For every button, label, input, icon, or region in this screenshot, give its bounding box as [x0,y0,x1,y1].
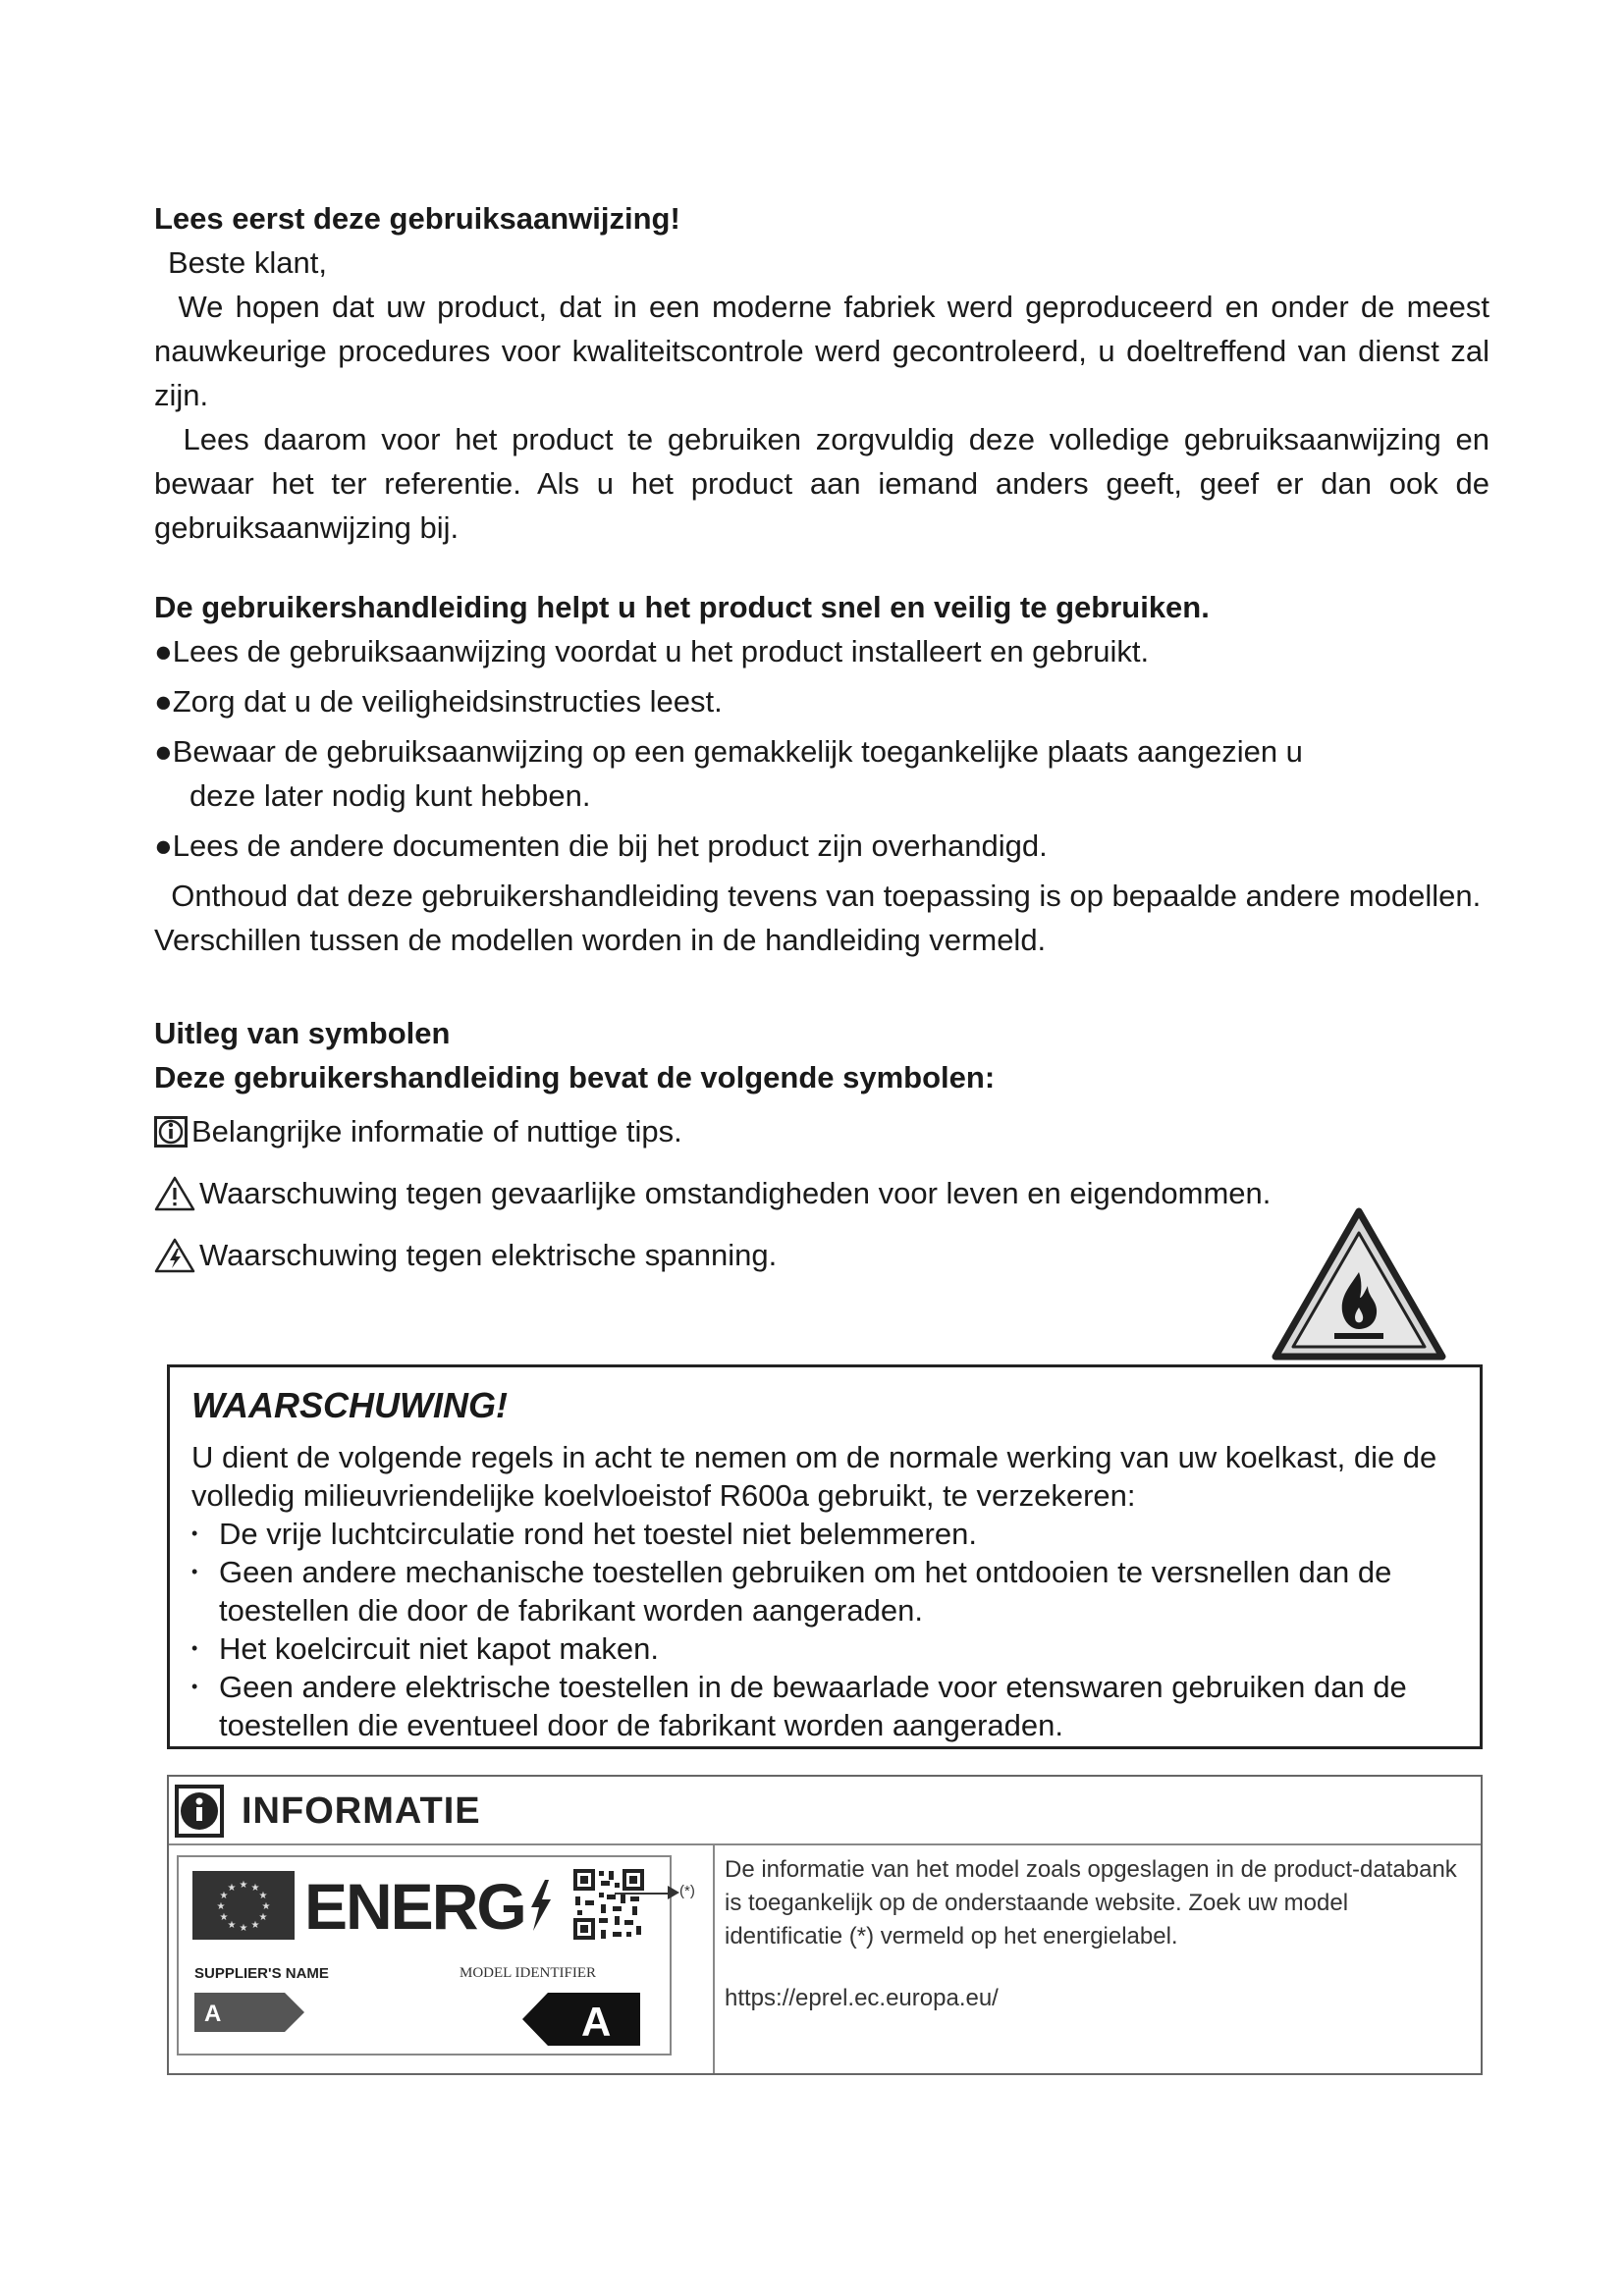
guide-bullet-text: Lees de andere documenten die bij het product zijn overhandigd. [172,828,1048,863]
warning-box [167,1364,1483,1749]
manual-page [154,196,1489,1295]
warning-list-item [191,1515,1456,1553]
intro-heading: Lees eerst deze gebruiksaanwijzing! [154,201,680,236]
guide-bullet-text: Zorg dat u de veiligheidsinstructies leest. [172,684,723,719]
svg-text:★: ★ [219,1912,229,1923]
energy-class-small: A [204,2001,222,2027]
eprel-link[interactable]: https://eprel.ec.europa.eu/ [725,1985,999,2011]
info-description: De informatie van het model zoals opgeslagen in de product-databank is toegankelijk op de onderstaande website. Zoek uw model identificatie (*) vermeld op het energielabel. [725,1856,1457,1949]
warning-list-item [191,1668,1456,1744]
info-header [175,1785,481,1838]
bullet-dot: ● [154,828,173,863]
intro-paragraph-2-text: Lees daarom voor het product te gebruiken zorgvuldig deze volledige gebruiksaanwijzing en bewaar het ter referentie. Als u het product aan iemand anders geeft, geef er dan ook de gebruiksaanwijzing bij. [154,422,1489,545]
energy-logo-text: ENERG [304,1870,525,1943]
symbols-subheading: Deze gebruikershandleiding bevat de volgende symbolen: [154,1060,996,1095]
energy-label [177,1855,672,2056]
info-icon [175,1785,224,1838]
model-identifier-label: MODEL IDENTIFIER [460,1965,597,1981]
energy-logo [304,1869,555,1944]
guide-note [154,874,1489,962]
warning-item-text: Het koelcircuit niet kapot maken. [219,1631,659,1666]
svg-text:★: ★ [227,1920,237,1931]
symbol-row-info [154,1109,1489,1153]
electric-warning-icon [154,1238,195,1273]
bullet-dot: • [191,1562,198,1581]
warning-triangle-icon [154,1176,195,1211]
salutation: Beste klant, [168,245,327,280]
warning-item-text: Geen andere mechanische toestellen gebruiken om het ontdooien te versnellen dan de toestellen die door de fabrikant worden aangeraden. [219,1555,1392,1628]
guide-bullet-text: Bewaar de gebruiksaanwijzing op een gemakkelijk toegankelijke plaats aangezien u [172,734,1303,769]
arrow-line [615,1893,674,1895]
svg-text:★: ★ [239,1923,248,1934]
eu-flag-icon [192,1871,295,1940]
svg-text:★: ★ [219,1891,229,1901]
guide-bullet-continuation: deze later nodig kunt hebben. [189,778,591,813]
svg-text:★: ★ [258,1891,268,1901]
energy-class-arrow-big [522,1993,640,2046]
svg-text:★: ★ [250,1920,260,1931]
guide-bullet [154,679,1489,723]
info-title: INFORMATIE [242,1789,481,1832]
supplier-name-label: SUPPLIER'S NAME [194,1965,329,1982]
symbols-heading: Uitleg van symbolen [154,1016,451,1050]
symbol-electric-text: Waarschuwing tegen elektrische spanning. [199,1238,778,1272]
guide-note-text: Onthoud dat deze gebruikershandleiding tevens van toepassing is op bepaalde andere modellen. Verschillen tussen de modellen worden in de handleiding vermeld. [154,879,1482,957]
svg-text:★: ★ [261,1901,271,1912]
flammable-warning-icon [1272,1207,1446,1362]
bullet-dot: • [191,1523,198,1543]
intro-paragraph-2 [154,417,1489,550]
arrow-head-icon [668,1886,679,1899]
warning-list-item [191,1629,1456,1668]
guide-bullet [154,824,1489,868]
info-icon [154,1116,188,1148]
guide-bullet [154,729,1489,774]
intro-paragraph-1 [154,285,1489,417]
divider [713,1843,715,2073]
symbol-warning-text: Waarschuwing tegen gevaarlijke omstandigheden voor leven en eigendommen. [199,1176,1272,1210]
guide-bullet-text: Lees de gebruiksaanwijzing voordat u het product installeert en gebruikt. [172,634,1150,668]
bullet-dot: ● [154,634,173,668]
warning-list-item [191,1553,1456,1629]
energy-class-big: A [581,1999,612,2045]
svg-text:★: ★ [239,1880,248,1891]
model-marker: (*) [679,1883,695,1899]
lightning-icon [525,1878,555,1933]
svg-text:★: ★ [250,1883,260,1894]
guide-heading: De gebruikershandleiding helpt u het product snel en veilig te gebruiken. [154,590,1210,624]
warning-item-text: De vrije luchtcirculatie rond het toestel niet belemmeren. [219,1517,977,1551]
bullet-dot: ● [154,684,173,719]
svg-text:★: ★ [258,1912,268,1923]
symbol-info-text: Belangrijke informatie of nuttige tips. [191,1114,682,1148]
warning-intro: U dient de volgende regels in acht te nemen om de normale werking van uw koelkast, die de volledig milieuvriendelijke koelvloeistof R600a gebruikt, te verzekeren: [191,1440,1437,1513]
energy-class-arrow-small [194,1993,304,2032]
bullet-dot: • [191,1677,198,1696]
bullet-dot: ● [154,734,173,769]
information-box [167,1775,1483,2075]
intro-paragraph-1-text: We hopen dat uw product, dat in een moderne fabriek werd geproduceerd en onder de meest nauwkeurige procedures voor kwaliteitscontrole werd gecontroleerd, u doeltreffend van dienst zal zijn. [154,290,1489,412]
guide-bullet [154,629,1489,673]
warning-title: WAARSCHUWING! [191,1385,508,1425]
warning-item-text: Geen andere elektrische toestellen in de bewaarlade voor etenswaren gebruiken dan de toestellen die eventueel door de fabrikant worden aangeraden. [219,1670,1407,1742]
divider [169,1843,1481,1845]
bullet-dot: • [191,1638,198,1658]
qr-code-icon [571,1867,646,1942]
svg-text:★: ★ [227,1883,237,1894]
svg-text:★: ★ [216,1901,226,1912]
